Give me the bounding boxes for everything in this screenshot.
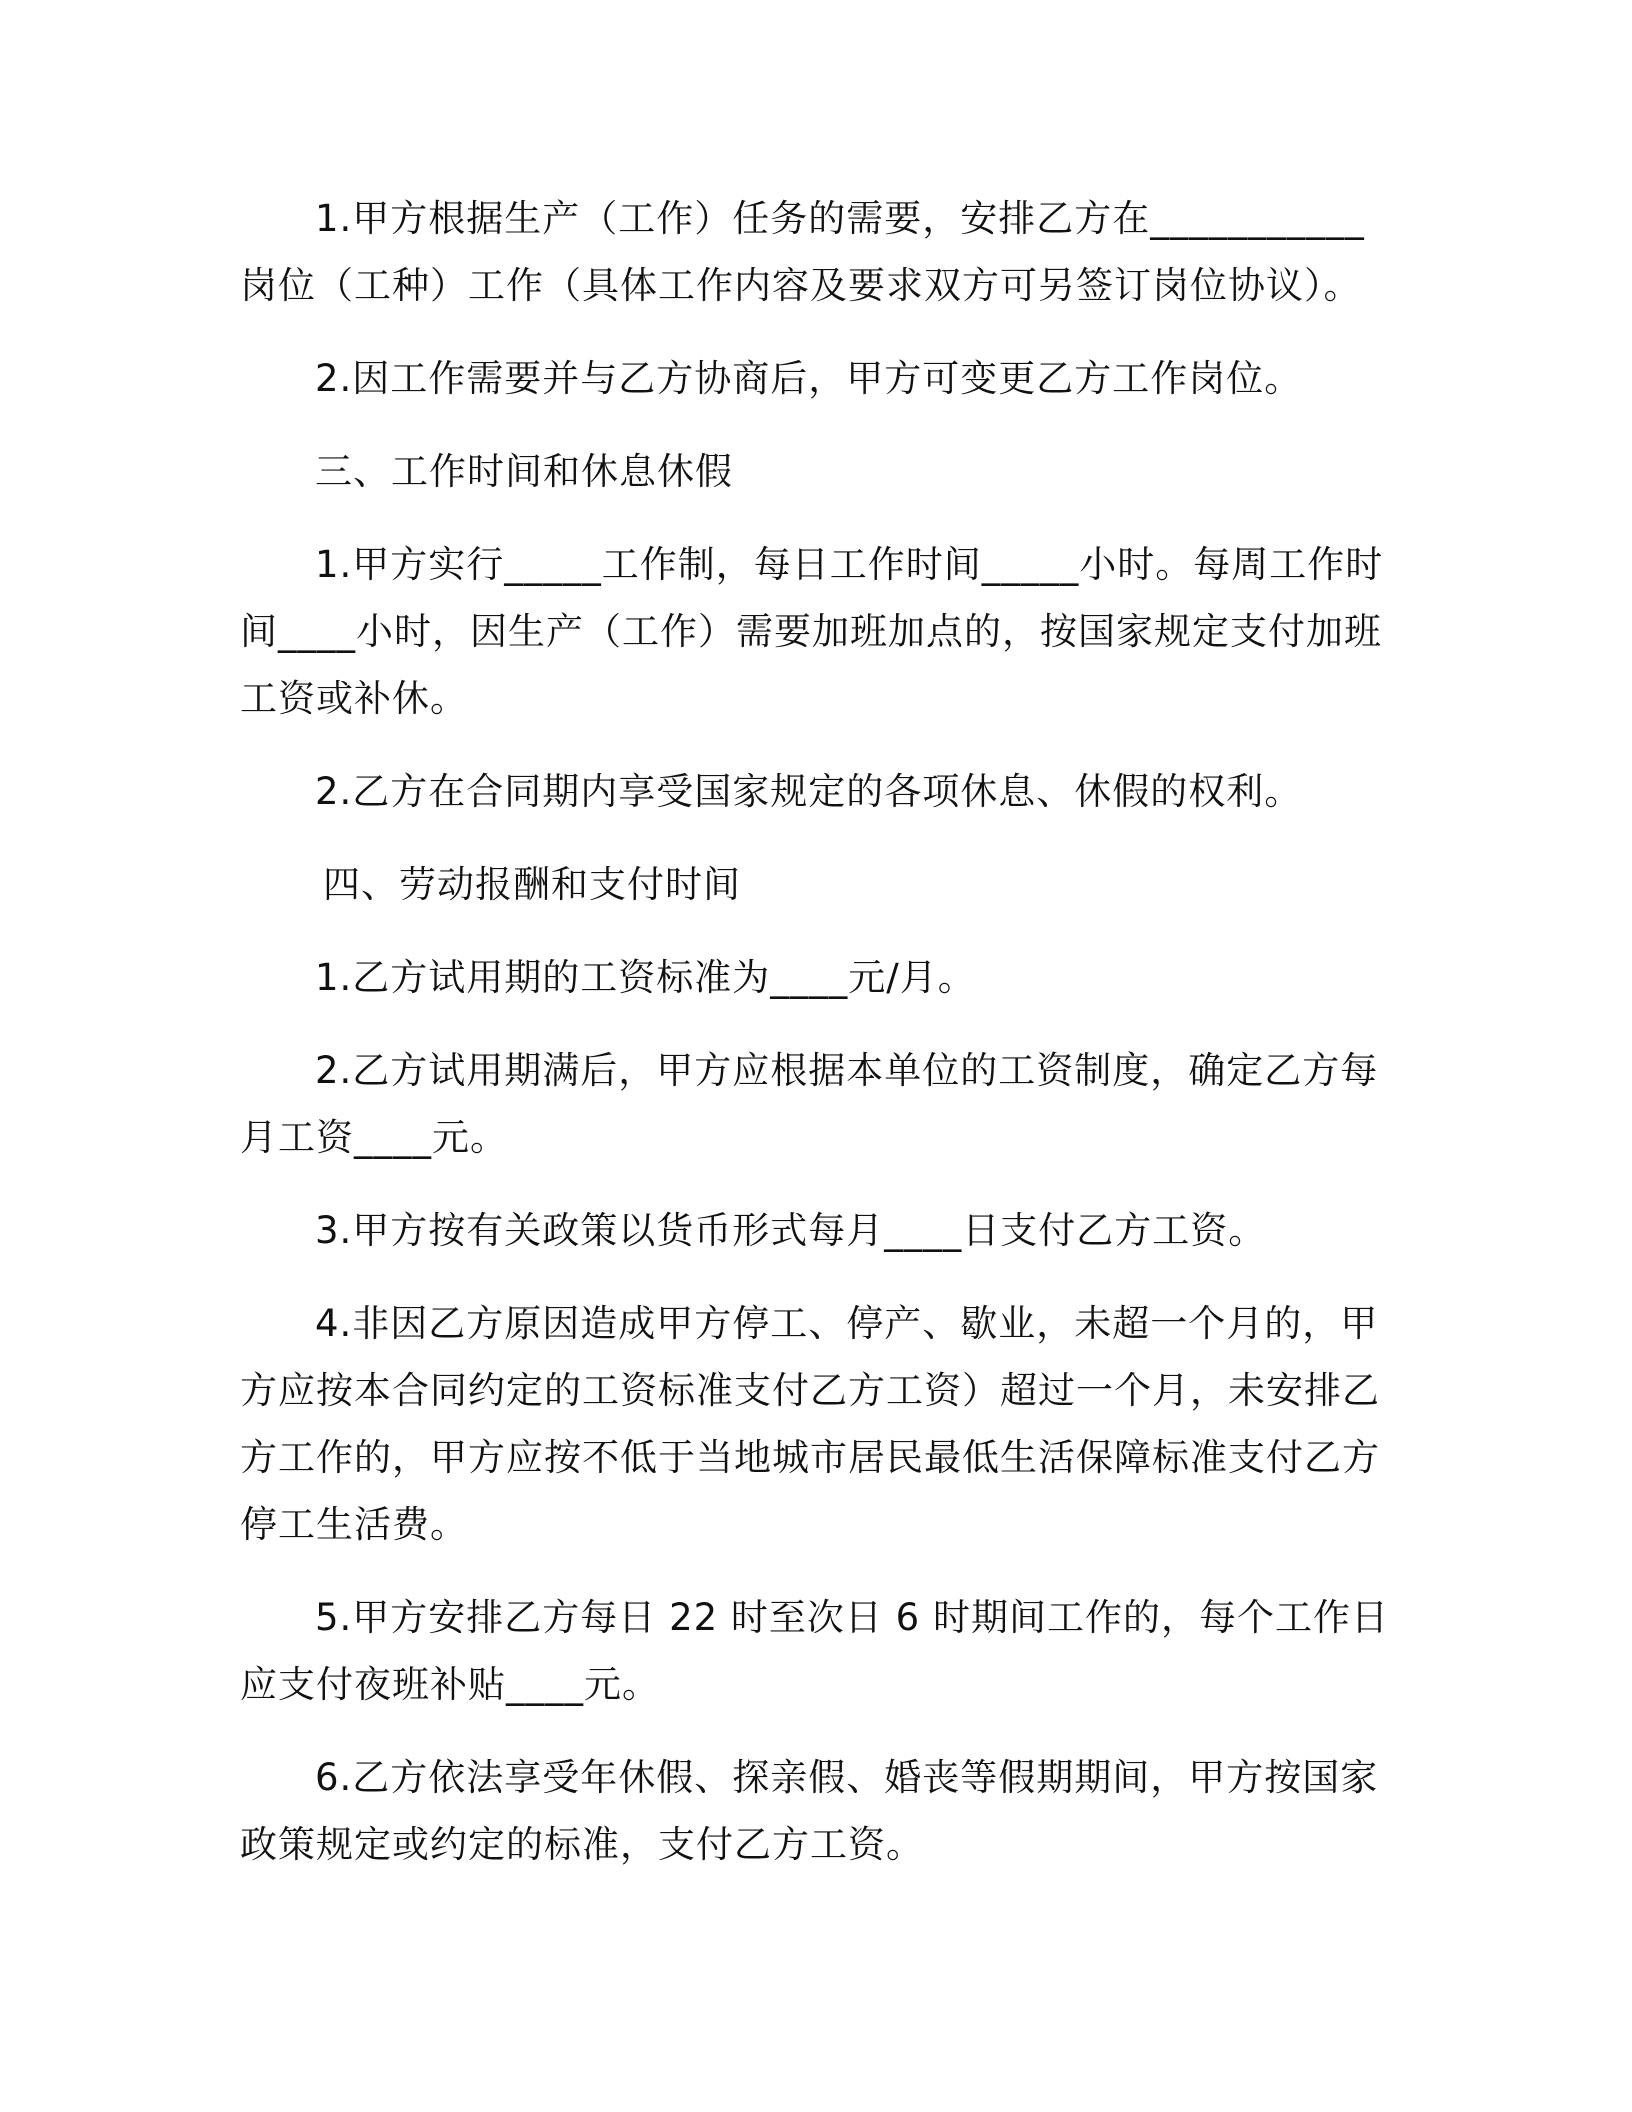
paragraph-monthly-wage: 2.乙方试用期满后，甲方应根据本单位的工资制度，确定乙方每月工资____元。 — [240, 1049, 1379, 1159]
section-heading-remuneration: 四、劳动报酬和支付时间 — [323, 863, 741, 906]
paragraph-probation-wage: 1.乙方试用期的工资标准为____元/月。 — [315, 956, 976, 999]
document-body — [240, 185, 1390, 1904]
paragraph-post-change: 2.因工作需要并与乙方协商后，甲方可变更乙方工作岗位。 — [315, 357, 1303, 400]
section-heading-working-hours: 三、工作时间和休息休假 — [315, 450, 733, 493]
paragraph-pay-date: 3.甲方按有关政策以货币形式每月____日支付乙方工资。 — [315, 1209, 1267, 1252]
paragraph-work-stoppage: 4.非因乙方原因造成甲方停工、停产、歇业，未超一个月的，甲方应按本合同约定的工资标准支付乙方工资）超过一个月，未安排乙方工作的，甲方应按不低于当地城市居民最低生活保障标准支付乙方停工生活费。 — [240, 1302, 1380, 1546]
paragraph-work-schedule: 1.甲方实行_____工作制，每日工作时间_____小时。每周工作时间____小时，因生产（工作）需要加班加点的，按国家规定支付加班工资或补休。 — [240, 543, 1384, 720]
paragraph-post-assignment: 1.甲方根据生产（工作）任务的需要，安排乙方在___________岗位（工种）工作（具体工作内容及要求双方可另签订岗位协议）。 — [240, 197, 1365, 307]
paragraph-rest-rights: 2.乙方在合同期内享受国家规定的各项休息、休假的权利。 — [315, 770, 1303, 813]
paragraph-leave-pay: 6.乙方依法享受年休假、探亲假、婚丧等假期期间，甲方按国家政策规定或约定的标准，支付乙方工资。 — [240, 1756, 1379, 1866]
paragraph-night-shift: 5.甲方安排乙方每日 22 时至次日 6 时期间工作的，每个工作日应支付夜班补贴____元。 — [240, 1596, 1389, 1706]
